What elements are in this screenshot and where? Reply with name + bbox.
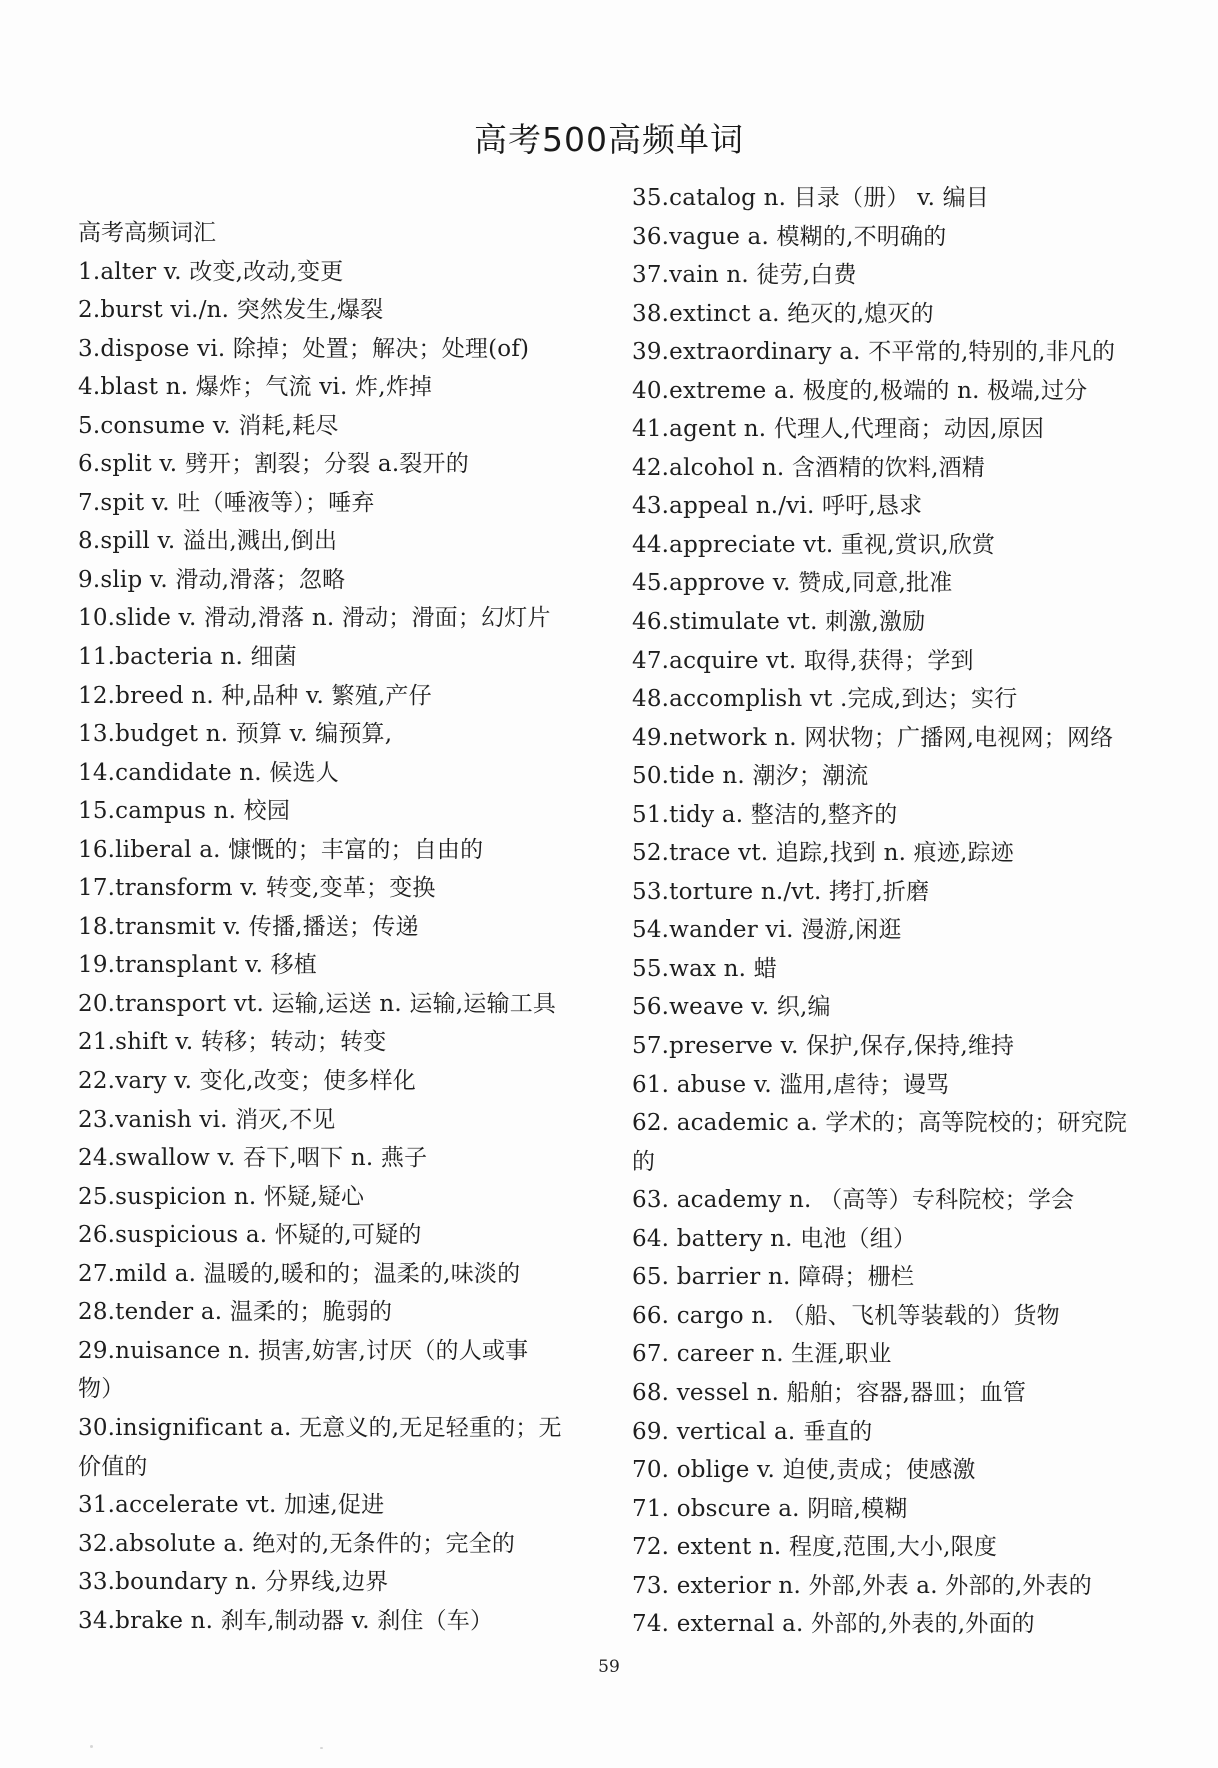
word-entry-line: 44.appreciate vt. 重视,赏识,欣赏 bbox=[632, 531, 996, 558]
left-word-list bbox=[78, 253, 618, 1641]
word-entry-line: 18.transmit v. 传播,播送；传递 bbox=[78, 913, 419, 940]
word-entry-line: 3.dispose vi. 除掉；处置；解决；处理(of) bbox=[78, 335, 530, 362]
word-entry-line: 36.vague a. 模糊的,不明确的 bbox=[632, 223, 947, 250]
word-entry-line: 40.extreme a. 极度的,极端的 n. 极端,过分 bbox=[632, 377, 1088, 404]
word-entry-line: 7.spit v. 吐（唾液等）；唾弃 bbox=[78, 489, 375, 516]
word-entry-line: 27.mild a. 温暖的,暖和的；温柔的,味淡的 bbox=[78, 1260, 521, 1287]
word-entry-line: 65. barrier n. 障碍；栅栏 bbox=[632, 1264, 915, 1291]
word-entry-line: 14.candidate n. 候选人 bbox=[78, 759, 339, 786]
word-entry-line: 64. battery n. 电池（组） bbox=[632, 1225, 917, 1252]
word-entry-line: 23.vanish vi. 消灭,不见 bbox=[78, 1106, 336, 1133]
word-entry-line: 61. abuse v. 滥用,虐待；谩骂 bbox=[632, 1071, 950, 1098]
word-entry-line: 17.transform v. 转变,变革；变换 bbox=[78, 875, 436, 902]
word-entry-line: 15.campus n. 校园 bbox=[78, 798, 291, 825]
word-entry-line: 45.approve v. 赞成,同意,批准 bbox=[632, 570, 953, 597]
word-entry-line: 32.absolute a. 绝对的,无条件的；完全的 bbox=[78, 1530, 516, 1557]
word-entry-line: 物） bbox=[78, 1376, 125, 1403]
word-entry-line: 2.burst vi./n. 突然发生,爆裂 bbox=[78, 297, 384, 324]
word-entry-line: 21.shift v. 转移；转动；转变 bbox=[78, 1029, 387, 1056]
right-word-list bbox=[632, 179, 1172, 1644]
word-entry-line: 43.appeal n./vi. 呼吁,恳求 bbox=[632, 493, 923, 520]
word-entry-line: 30.insignificant a. 无意义的,无足轻重的；无 bbox=[78, 1414, 562, 1441]
word-entry-line: 74. external a. 外部的,外表的,外面的 bbox=[632, 1611, 1035, 1638]
word-entry-line: 48.accomplish vt .完成,到达；实行 bbox=[632, 686, 1018, 713]
word-entry-line: 52.trace vt. 追踪,找到 n. 痕迹,踪迹 bbox=[632, 840, 1014, 867]
word-entry-line: 57.preserve v. 保护,保存,保持,维持 bbox=[632, 1033, 1015, 1060]
word-entry-line: 62. academic a. 学术的；高等院校的；研究院 bbox=[632, 1110, 1128, 1137]
word-entry-line: 5.consume v. 消耗,耗尽 bbox=[78, 412, 339, 439]
word-entry-line: 35.catalog n. 目录（册） v. 编目 bbox=[632, 185, 989, 211]
word-entry-line: 51.tidy a. 整洁的,整齐的 bbox=[632, 801, 898, 828]
left-column bbox=[78, 214, 618, 1640]
word-entry-line: 1.alter v. 改变,改动,变更 bbox=[78, 258, 344, 285]
word-entry-line: 28.tender a. 温柔的；脆弱的 bbox=[78, 1299, 393, 1326]
word-entry-line: 63. academy n. （高等）专科院校；学会 bbox=[632, 1187, 1075, 1214]
scan-speck bbox=[320, 1747, 323, 1749]
word-entry-line: 11.bacteria n. 细菌 bbox=[78, 644, 297, 671]
word-entry-line: 54.wander vi. 漫游,闲逛 bbox=[632, 917, 902, 944]
word-entry-line: 71. obscure a. 阴暗,模糊 bbox=[632, 1495, 908, 1522]
word-entry-line: 67. career n. 生涯,职业 bbox=[632, 1341, 892, 1368]
word-entry-line: 16.liberal a. 慷慨的；丰富的；自由的 bbox=[78, 836, 484, 863]
page-title: 高考500高频单词 bbox=[474, 120, 744, 159]
word-entry-line: 33.boundary n. 分界线,边界 bbox=[78, 1569, 389, 1596]
word-entry-line: 29.nuisance n. 损害,妨害,讨厌（的人或事 bbox=[78, 1337, 529, 1364]
word-entry-line: 价值的 bbox=[78, 1453, 148, 1480]
word-entry-line: 10.slide v. 滑动,滑落 n. 滑动；滑面；幻灯片 bbox=[78, 605, 551, 632]
word-entry-line: 56.weave v. 织,编 bbox=[632, 994, 831, 1021]
word-entry-line: 26.suspicious a. 怀疑的,可疑的 bbox=[78, 1222, 422, 1249]
scan-speck bbox=[90, 1745, 93, 1748]
word-entry-line: 6.split v. 劈开；割裂；分裂 a.裂开的 bbox=[78, 451, 469, 478]
word-entry-line: 49.network n. 网状物；广播网,电视网；网络 bbox=[632, 724, 1114, 751]
word-entry-line: 24.swallow v. 吞下,咽下 n. 燕子 bbox=[78, 1145, 428, 1172]
word-entry-line: 37.vain n. 徒劳,白费 bbox=[632, 262, 857, 289]
right-column bbox=[632, 179, 1172, 1644]
word-entry-line: 72. extent n. 程度,范围,大小,限度 bbox=[632, 1534, 998, 1561]
word-entry-line: 73. exterior n. 外部,外表 a. 外部的,外表的 bbox=[632, 1572, 1092, 1599]
word-entry-line: 13.budget n. 预算 v. 编预算, bbox=[78, 721, 393, 748]
word-entry-line: 50.tide n. 潮汐；潮流 bbox=[632, 763, 869, 790]
word-entry-line: 12.breed n. 种,品种 v. 繁殖,产仔 bbox=[78, 682, 432, 709]
word-entry-line: 25.suspicion n. 怀疑,疑心 bbox=[78, 1183, 365, 1210]
word-entry-line: 31.accelerate vt. 加速,促进 bbox=[78, 1492, 385, 1519]
word-entry-line: 68. vessel n. 船舶；容器,器皿；血管 bbox=[632, 1379, 1027, 1406]
word-entry-line: 22.vary v. 变化,改变；使多样化 bbox=[78, 1068, 416, 1095]
word-entry-line: 34.brake n. 刹车,制动器 v. 刹住（车） bbox=[78, 1607, 494, 1634]
word-entry-line: 4.blast n. 爆炸；气流 vi. 炸,炸掉 bbox=[78, 374, 433, 401]
word-entry-line: 8.spill v. 溢出,溅出,倒出 bbox=[78, 528, 338, 555]
word-entry-line: 9.slip v. 滑动,滑落；忽略 bbox=[78, 566, 346, 593]
word-entry-line: 42.alcohol n. 含酒精的饮料,酒精 bbox=[632, 454, 986, 481]
section-subheading: 高考高频词汇 bbox=[78, 220, 216, 246]
word-entry-line: 20.transport vt. 运输,运送 n. 运输,运输工具 bbox=[78, 990, 557, 1017]
word-entry-line: 46.stimulate vt. 刺激,激励 bbox=[632, 609, 926, 636]
word-entry-line: 的 bbox=[632, 1148, 656, 1175]
word-entry-line: 53.torture n./vt. 拷打,折磨 bbox=[632, 878, 930, 905]
word-entry-line: 41.agent n. 代理人,代理商；动因,原因 bbox=[632, 416, 1045, 443]
word-entry-line: 47.acquire vt. 取得,获得；学到 bbox=[632, 647, 974, 674]
word-entry-line: 55.wax n. 蜡 bbox=[632, 955, 777, 982]
word-entry-line: 39.extraordinary a. 不平常的,特别的,非凡的 bbox=[632, 339, 1116, 366]
word-entry-line: 19.transplant v. 移植 bbox=[78, 952, 317, 979]
word-entry-line: 38.extinct a. 绝灭的,熄灭的 bbox=[632, 300, 934, 327]
word-entry-line: 66. cargo n. （船、飞机等装载的）货物 bbox=[632, 1302, 1060, 1329]
page-number: 59 bbox=[598, 1657, 620, 1677]
word-entry-line: 70. oblige v. 迫使,责成；使感激 bbox=[632, 1457, 976, 1484]
word-entry-line: 69. vertical a. 垂直的 bbox=[632, 1418, 873, 1445]
